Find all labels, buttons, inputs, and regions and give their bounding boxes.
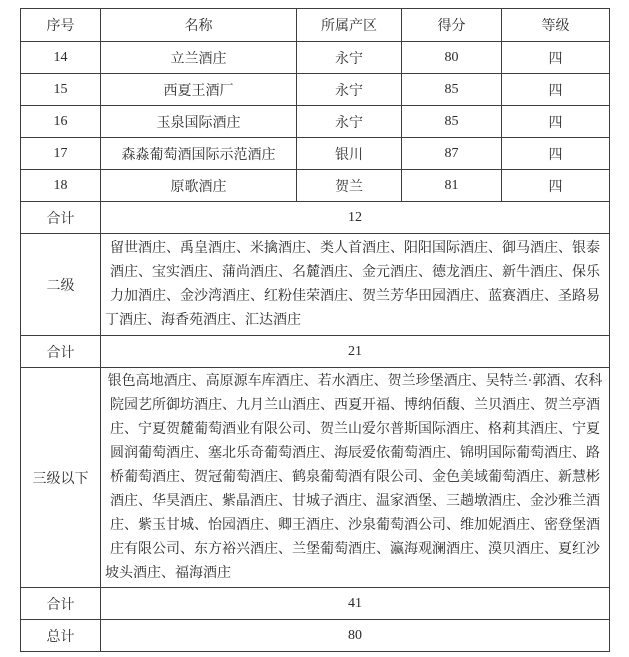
grade2-label: 二级: [21, 234, 101, 336]
row-serial: 17: [21, 138, 101, 170]
row-grade: 四: [502, 170, 610, 202]
subtotal-label: 合计: [21, 336, 101, 368]
subtotal-label: 合计: [21, 202, 101, 234]
grade2-winery-list: 留世酒庄、禹皇酒庄、米擒酒庄、类人首酒庄、阳阳国际酒庄、御马酒庄、银泰酒庄、宝实酒庄、蒲尚酒庄、名麓酒庄、金元酒庄、德龙酒庄、新牛酒庄、保乐力加酒庄、金沙湾酒庄、红粉佳荣酒庄、贺兰芳华田园酒庄、蓝赛酒庄、圣路易丁酒庄、海香苑酒庄、汇达酒庄: [101, 234, 610, 336]
subtotal-value: 41: [101, 588, 610, 620]
row-score: 81: [402, 170, 502, 202]
table-row: [21, 42, 610, 74]
grade3-winery-list: 银色高地酒庄、高原源车库酒庄、若水酒庄、贺兰珍堡酒庄、吴特兰·郭酒、农科院园艺所御坊酒庄、九月兰山酒庄、西夏开福、博纳佰馥、兰贝酒庄、贺兰亭酒庄、宁夏贺麓葡萄酒业有限公司、贺兰山爱尔普斯国际酒庄、格莉其酒庄、宁夏圆润葡萄酒庄、塞北乐奇葡萄酒庄、海辰爱依葡萄酒庄、锦明国际葡萄酒庄、路桥葡萄酒庄、贺冠葡萄酒庄、鹤泉葡萄酒有限公司、金色美域葡萄酒庄、新慧彬酒庄、华昊酒庄、紫晶酒庄、甘城子酒庄、温家酒堡、三趟墩酒庄、金沙雅兰酒庄、紫玉甘城、怡园酒庄、卿王酒庄、沙泉葡萄酒公司、维加妮酒庄、密登堡酒庄有限公司、东方裕兴酒庄、兰堡葡萄酒庄、瀛海观澜酒庄、漠贝酒庄、夏红沙坡头酒庄、福海酒庄: [101, 368, 610, 588]
row-serial: 16: [21, 106, 101, 138]
header-grade: 等级: [502, 9, 610, 42]
row-region: 永宁: [297, 42, 402, 74]
subtotal-row-grade2: [21, 336, 610, 368]
row-serial: 14: [21, 42, 101, 74]
row-serial: 18: [21, 170, 101, 202]
header-name: 名称: [101, 9, 297, 42]
row-name: 立兰酒庄: [101, 42, 297, 74]
row-region: 银川: [297, 138, 402, 170]
subtotal-row-grade3: [21, 588, 610, 620]
row-name: 西夏王酒厂: [101, 74, 297, 106]
subtotal-label: 合计: [21, 588, 101, 620]
header-row: [21, 9, 610, 42]
row-region: 永宁: [297, 106, 402, 138]
grade2-section-row: [21, 234, 610, 336]
row-grade: 四: [502, 138, 610, 170]
header-serial: 序号: [21, 9, 101, 42]
table-row: [21, 138, 610, 170]
row-score: 85: [402, 74, 502, 106]
table-row: [21, 106, 610, 138]
header-score: 得分: [402, 9, 502, 42]
row-serial: 15: [21, 74, 101, 106]
grand-total-label: 总计: [21, 620, 101, 652]
header-region: 所属产区: [297, 9, 402, 42]
subtotal-row-grade4: [21, 202, 610, 234]
subtotal-value: 21: [101, 336, 610, 368]
subtotal-value: 12: [101, 202, 610, 234]
grand-total-value: 80: [101, 620, 610, 652]
grade3-label: 三级以下: [21, 368, 101, 588]
winery-rating-table: [20, 8, 610, 652]
grand-total-row: [21, 620, 610, 652]
row-grade: 四: [502, 106, 610, 138]
row-score: 87: [402, 138, 502, 170]
table-row: [21, 74, 610, 106]
grade3-section-row: [21, 368, 610, 588]
row-name: 玉泉国际酒庄: [101, 106, 297, 138]
row-grade: 四: [502, 42, 610, 74]
row-score: 80: [402, 42, 502, 74]
row-region: 永宁: [297, 74, 402, 106]
row-score: 85: [402, 106, 502, 138]
row-name: 原歌酒庄: [101, 170, 297, 202]
row-region: 贺兰: [297, 170, 402, 202]
row-grade: 四: [502, 74, 610, 106]
table-row: [21, 170, 610, 202]
row-name: 森淼葡萄酒国际示范酒庄: [101, 138, 297, 170]
